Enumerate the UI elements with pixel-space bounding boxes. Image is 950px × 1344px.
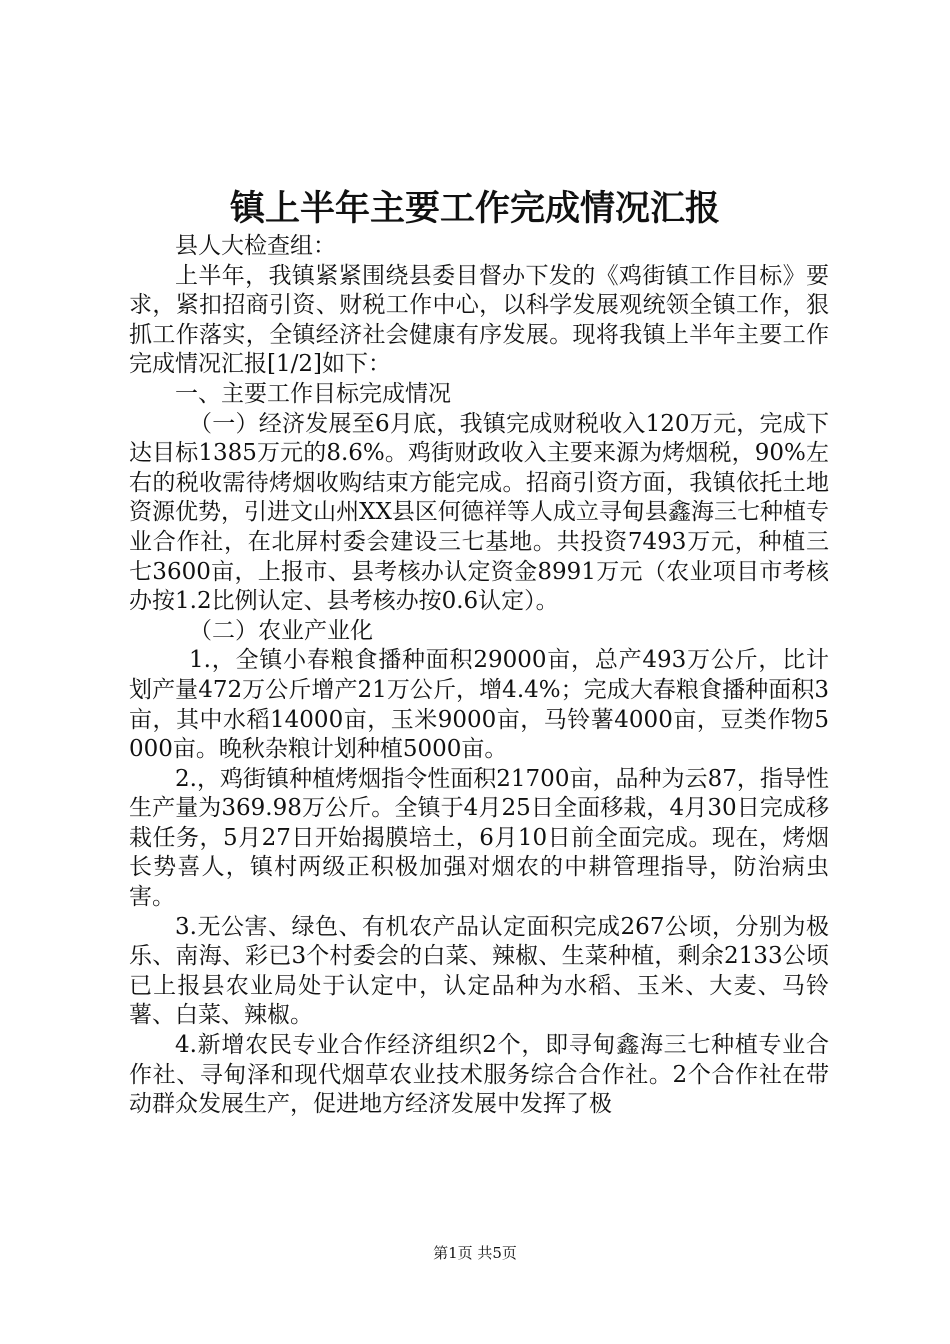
economy-paragraph: （一）经济发展至6月底，我镇完成财税收入120万元，完成下达目标1385万元的8.6%。鸡街财政收入主要来源为烤烟税，90%左右的税收需待烤烟收购结束方能完成。招商引资方面，我镇依托土地资源优势，引进文山州XX县区何德祥等人成立寻甸县鑫海三七种植专业合作社，在北屏村委会建设三七基地。共投资7493万元，种植三七3600亩，上报市、县考核办认定资金8991万元（农业项目市考核办按1.2比例认定、县考核办按0.6认定）。	[129, 410, 829, 615]
document-title: 镇上半年主要工作完成情况汇报	[229, 188, 720, 229]
item-4-paragraph: 4.新增农民专业合作经济组织2个，即寻甸鑫海三七种植专业合作社、寻甸泽和现代烟草农业技术服务综合合作社。2个合作社在带动群众发展生产，促进地方经济发展中发挥了极	[129, 1032, 829, 1118]
intro-paragraph: 上半年，我镇紧紧围绕县委目督办下发的《鸡街镇工作目标》要求，紧扣招商引资、财税工作中心，以科学发展观统领全镇工作，狠抓工作落实，全镇经济社会健康有序发展。现将我镇上半年主要工作完成情况汇报[1/2]如下：	[129, 262, 829, 378]
document-body	[129, 232, 829, 1120]
section-heading: 一、主要工作目标完成情况	[175, 380, 451, 407]
page-footer: 第1页 共5页	[433, 1244, 517, 1262]
salutation: 县人大检查组：	[175, 233, 336, 259]
item-3-paragraph: 3.无公害、绿色、有机农产品认定面积完成267公顷，分别为极乐、南海、彩已3个村委会的白菜、辣椒、生菜种植，剩余2133公顷已上报县农业局处于认定中，认定品种为水稻、玉米、大麦、马铃薯、白菜、辣椒。	[129, 913, 829, 1029]
item-1-paragraph: 1.，全镇小春粮食播种面积29000亩，总产493万公斤，比计划产量472万公斤增产21万公斤，增4.4%；完成大春粮食播种面积3亩，其中水稻14000亩，玉米9000亩，马铃薯4000亩，豆类作物5000亩。晚秋杂粮计划种植5000亩。	[129, 647, 829, 763]
item-2-paragraph: 2.，鸡街镇种植烤烟指令性面积21700亩，品种为云87，指导性生产量为369.98万公斤。全镇于4月25日全面移栽，4月30日完成移栽任务，5月27日开始揭膜培土，6月10日前全面完成。现在，烤烟长势喜人，镇村两级正积极加强对烟农的中耕管理指导，防治病虫害。	[129, 765, 829, 911]
subsection-heading: （二）农业产业化	[189, 617, 373, 644]
